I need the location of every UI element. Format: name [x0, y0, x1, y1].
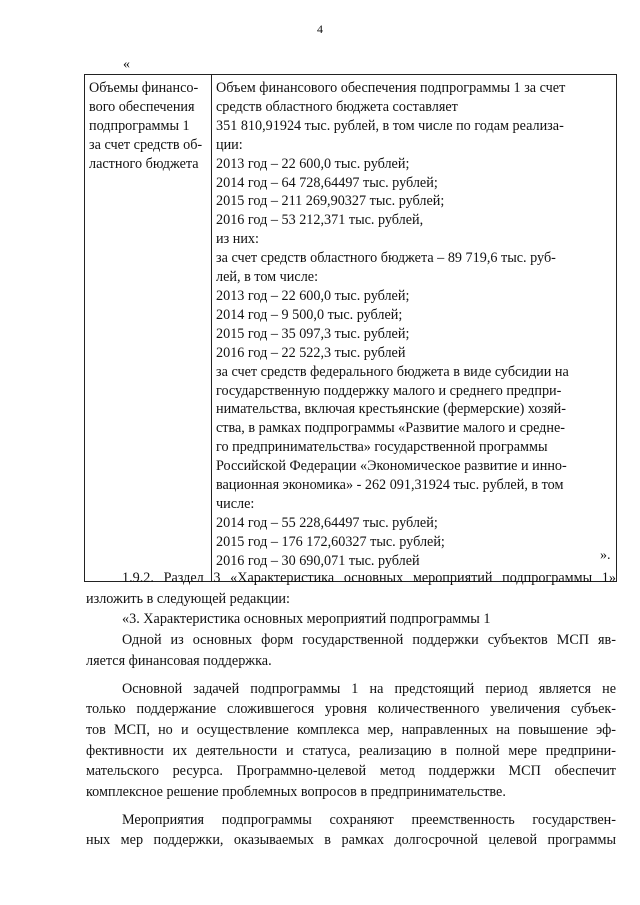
- content-line: лей, в том числе:: [216, 269, 319, 286]
- section-heading: [86, 609, 616, 630]
- text-line: ляется финансовая поддержка.: [86, 652, 272, 669]
- document-body: [86, 568, 616, 851]
- content-line: ства, в рамках подпрограммы «Развитие малого и средне-: [216, 420, 566, 437]
- label-line: ластного бюджета: [89, 155, 199, 172]
- content-line: 2013 год – 22 600,0 тыс. рублей;: [216, 155, 410, 172]
- content-line: 2016 год – 53 212,371 тыс. рублей,: [216, 212, 424, 229]
- content-line: вационная экономика» - 262 091,31924 тыс. рублей, в том: [216, 477, 564, 494]
- content-line: 2016 год – 22 522,3 тыс. рублей: [216, 344, 406, 361]
- text-line: ных мер поддержки, оказываемых в рамках долгосрочной целевой программы: [86, 832, 616, 849]
- paragraph-amendment: [86, 568, 616, 609]
- label-line: подпрограммы 1: [89, 117, 190, 134]
- table-content-cell: [212, 75, 617, 582]
- content-line: за счет средств федерального бюджета в виде субсидии на: [216, 363, 569, 380]
- paragraph-main-task: [86, 679, 616, 803]
- content-line: 2015 год – 211 269,90327 тыс. рублей;: [216, 193, 445, 210]
- content-line: нимательства, включая крестьянские (фермерские) хозяй-: [216, 401, 566, 418]
- text-line: только поддержание сложившегося уровня количественного увеличения субъек-: [86, 701, 616, 718]
- text-line: Основной задачей подпрограммы 1 на предстоящий период является не: [122, 680, 616, 697]
- text-line: комплексное решение проблемных вопросов в предпринимательстве.: [86, 784, 506, 801]
- content-line: 2015 год – 35 097,3 тыс. рублей;: [216, 325, 410, 342]
- content-line: 2015 год – 176 172,60327 тыс. рублей;: [216, 533, 445, 550]
- content-line: средств областного бюджета составляет: [216, 98, 458, 115]
- content-line: 2013 год – 22 600,0 тыс. рублей;: [216, 287, 410, 304]
- closing-quote-mark: ».: [600, 548, 611, 563]
- content-line: го предпринимательства» государственной программы: [216, 439, 548, 456]
- table-label-cell: [85, 75, 212, 582]
- table-row: [85, 75, 617, 582]
- text-line: 1.9.2. Раздел 3 «Характеристика основных мероприятий подпрограммы 1»: [122, 570, 616, 586]
- page-number: 4: [317, 22, 323, 36]
- content-line: Объем финансового обеспечения подпрограммы 1 за счет: [216, 80, 566, 96]
- text-line: фективности их деятельности и статуса, реализацию в полной мере предприни-: [86, 742, 616, 759]
- text-line: Одной из основных форм государственной поддержки субъектов МСП яв-: [122, 632, 616, 649]
- content-line: 2014 год – 55 228,64497 тыс. рублей;: [216, 514, 438, 531]
- paragraph-support-forms: [86, 630, 616, 671]
- content-line: 2014 год – 9 500,0 тыс. рублей;: [216, 306, 403, 323]
- text-line: тов МСП, но и осуществление комплекса мер, направленных на повышение эф-: [86, 721, 616, 738]
- text-line: Мероприятия подпрограммы сохраняют преемственность государствен-: [122, 811, 616, 828]
- paragraph-measures: [86, 810, 616, 851]
- text-line: изложить в следующей редакции:: [86, 590, 290, 607]
- content-line: Российской Федерации «Экономическое развитие и инно-: [216, 458, 567, 475]
- content-line: 351 810,91924 тыс. рублей, в том числе по годам реализа-: [216, 117, 564, 134]
- text-line: «3. Характеристика основных мероприятий подпрограммы 1: [122, 611, 491, 628]
- content-line: 2016 год – 30 690,071 тыс. рублей: [216, 552, 420, 569]
- opening-quote-mark: «: [123, 57, 130, 72]
- financing-table: [84, 74, 617, 582]
- content-line: числе:: [216, 495, 255, 512]
- content-line: за счет средств областного бюджета – 89 719,6 тыс. руб-: [216, 250, 556, 267]
- content-line: государственную поддержку малого и среднего предпри-: [216, 382, 562, 399]
- label-line: Объемы финансо-: [89, 80, 199, 96]
- content-line: из них:: [216, 231, 259, 248]
- content-line: ции:: [216, 136, 243, 153]
- label-line: вого обеспечения: [89, 98, 195, 115]
- text-line: мательского ресурса. Программно-целевой метод поддержки МСП обеспечит: [86, 763, 616, 780]
- content-line: 2014 год – 64 728,64497 тыс. рублей;: [216, 174, 438, 191]
- label-line: за счет средств об-: [89, 136, 203, 153]
